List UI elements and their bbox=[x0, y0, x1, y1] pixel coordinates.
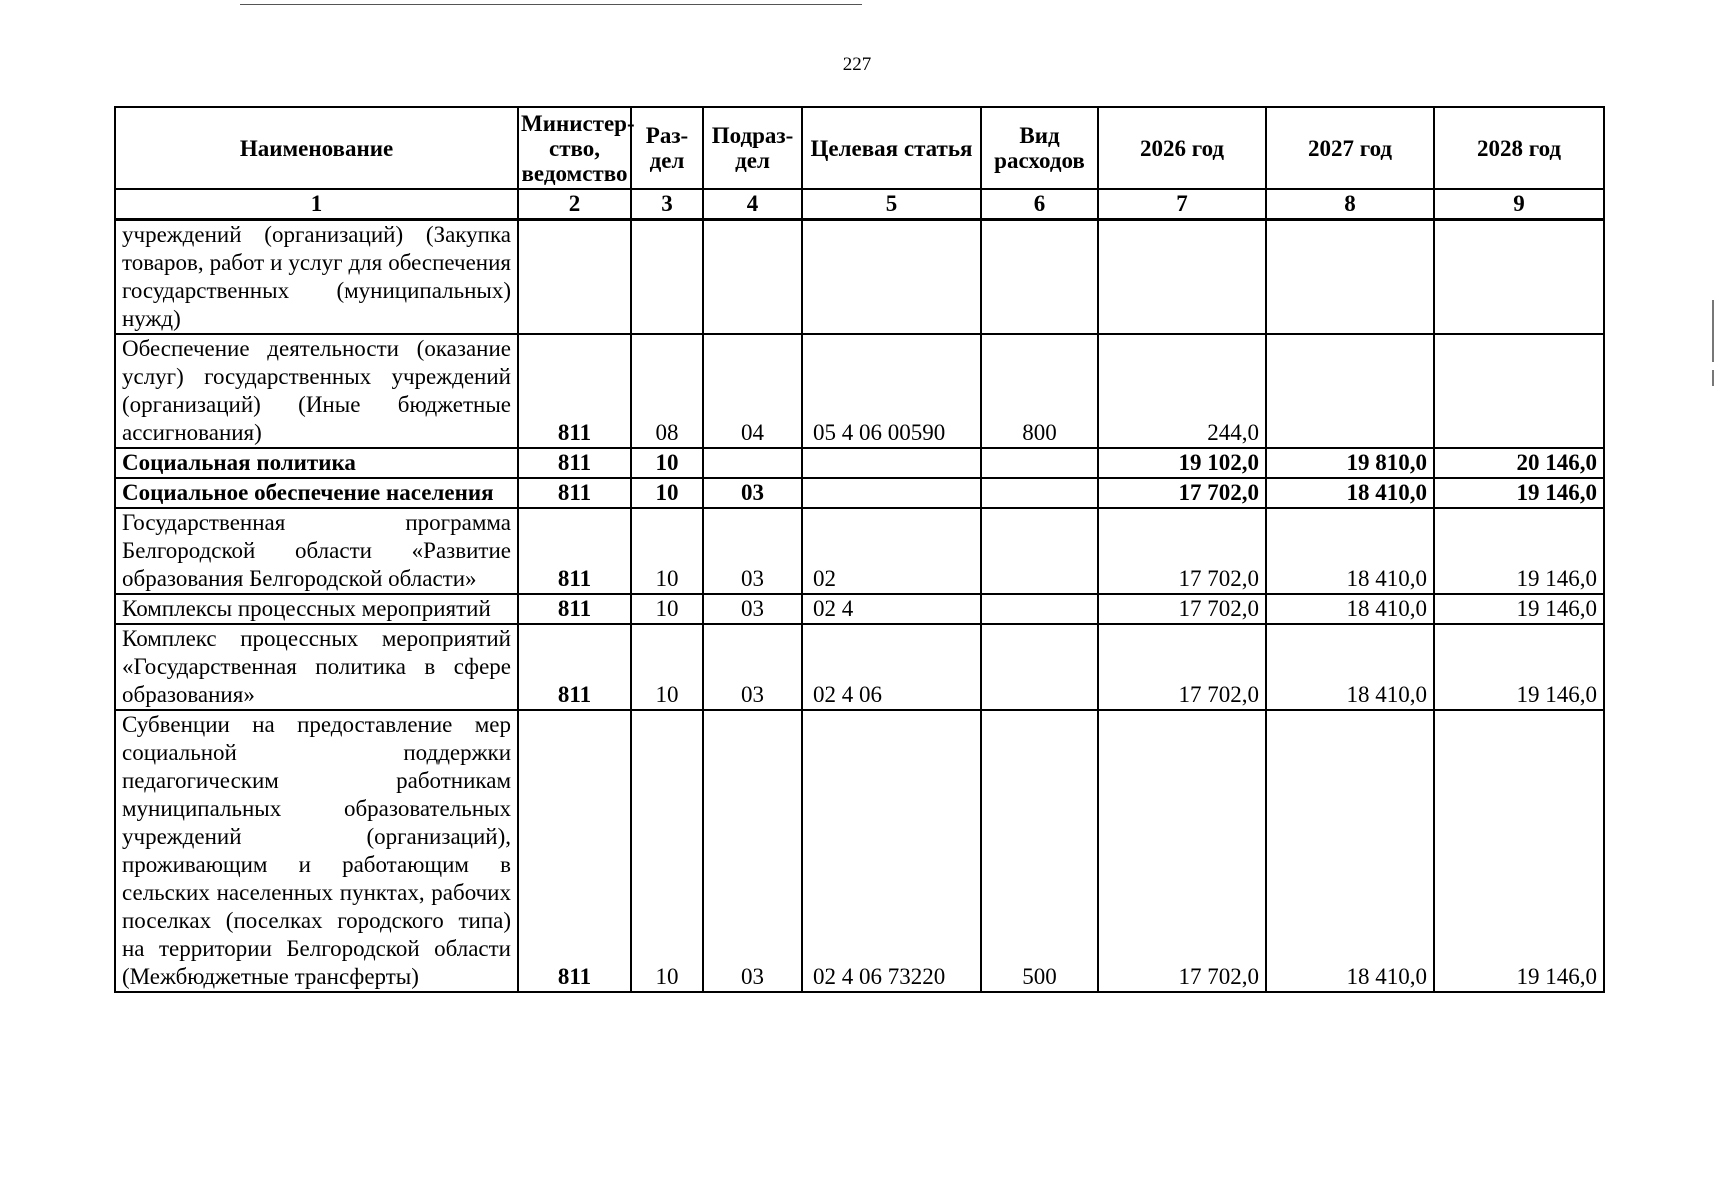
row-expense-type bbox=[981, 448, 1098, 478]
row-2028: 19 146,0 bbox=[1434, 710, 1604, 992]
row-name: учреждений (организаций) (Закупка товаров, работ и услуг для обеспечения государственных (муниципальных) нужд) bbox=[115, 220, 518, 335]
row-target: 02 4 bbox=[802, 594, 981, 624]
row-2028: 19 146,0 bbox=[1434, 594, 1604, 624]
row-name: Комплекс процессных мероприятий «Государственная политика в сфере образования» bbox=[115, 624, 518, 710]
row-2026 bbox=[1098, 220, 1266, 335]
row-ministry: 811 bbox=[518, 478, 631, 508]
header-name: Наименование bbox=[115, 107, 518, 189]
column-number-row bbox=[115, 189, 1604, 220]
header-expense-type: Вид расходов bbox=[981, 107, 1098, 189]
row-subsection: 03 bbox=[703, 508, 802, 594]
row-2027: 18 410,0 bbox=[1266, 594, 1434, 624]
row-name: Субвенции на предоставление мер социальной поддержки педагогическим работникам муниципальных образовательных учреждений (организаций), проживающим и работающим в сельских населенных пунктах, рабочих поселках (поселках городского типа) на территории Белгородской области (Межбюджетные трансферты) bbox=[115, 710, 518, 992]
row-name: Социальное обеспечение населения bbox=[115, 478, 518, 508]
row-target: 05 4 06 00590 bbox=[802, 334, 981, 448]
page-number: 227 bbox=[842, 54, 872, 75]
table-row bbox=[115, 624, 1604, 710]
row-subsection: 03 bbox=[703, 478, 802, 508]
row-expense-type: 800 bbox=[981, 334, 1098, 448]
top-rule bbox=[240, 4, 862, 5]
header-2027: 2027 год bbox=[1266, 107, 1434, 189]
row-2028 bbox=[1434, 334, 1604, 448]
row-2027: 19 810,0 bbox=[1266, 448, 1434, 478]
row-2026: 244,0 bbox=[1098, 334, 1266, 448]
header-2028: 2028 год bbox=[1434, 107, 1604, 189]
column-number: 6 bbox=[981, 189, 1098, 220]
row-section bbox=[631, 220, 703, 335]
header-subsection: Подраз-дел bbox=[703, 107, 802, 189]
row-expense-type bbox=[981, 478, 1098, 508]
header-2026: 2026 год bbox=[1098, 107, 1266, 189]
row-subsection: 04 bbox=[703, 334, 802, 448]
table-row bbox=[115, 220, 1604, 335]
row-2028 bbox=[1434, 220, 1604, 335]
row-subsection bbox=[703, 448, 802, 478]
table-row bbox=[115, 334, 1604, 448]
row-ministry: 811 bbox=[518, 448, 631, 478]
row-2027: 18 410,0 bbox=[1266, 710, 1434, 992]
table-row bbox=[115, 448, 1604, 478]
row-2026: 17 702,0 bbox=[1098, 508, 1266, 594]
row-expense-type bbox=[981, 624, 1098, 710]
row-ministry: 811 bbox=[518, 594, 631, 624]
header-row bbox=[115, 107, 1604, 189]
row-ministry bbox=[518, 220, 631, 335]
row-name: Комплексы процессных мероприятий bbox=[115, 594, 518, 624]
row-section: 10 bbox=[631, 624, 703, 710]
column-number: 1 bbox=[115, 189, 518, 220]
table-row bbox=[115, 508, 1604, 594]
row-expense-type bbox=[981, 220, 1098, 335]
row-2026: 17 702,0 bbox=[1098, 594, 1266, 624]
row-subsection bbox=[703, 220, 802, 335]
row-ministry: 811 bbox=[518, 508, 631, 594]
row-section: 10 bbox=[631, 594, 703, 624]
row-target: 02 bbox=[802, 508, 981, 594]
row-section: 10 bbox=[631, 508, 703, 594]
row-2028: 19 146,0 bbox=[1434, 478, 1604, 508]
budget-table bbox=[114, 106, 1605, 993]
row-2027 bbox=[1266, 334, 1434, 448]
row-2027 bbox=[1266, 220, 1434, 335]
row-name: Государственная программа Белгородской области «Развитие образования Белгородской области» bbox=[115, 508, 518, 594]
row-name: Обеспечение деятельности (оказание услуг) государственных учреждений (организаций) (Иные бюджетные ассигнования) bbox=[115, 334, 518, 448]
column-number: 8 bbox=[1266, 189, 1434, 220]
row-section: 10 bbox=[631, 448, 703, 478]
table-row bbox=[115, 710, 1604, 992]
row-ministry: 811 bbox=[518, 710, 631, 992]
row-target: 02 4 06 bbox=[802, 624, 981, 710]
row-name: Социальная политика bbox=[115, 448, 518, 478]
row-section: 10 bbox=[631, 710, 703, 992]
row-2028: 20 146,0 bbox=[1434, 448, 1604, 478]
row-subsection: 03 bbox=[703, 594, 802, 624]
row-2026: 17 702,0 bbox=[1098, 478, 1266, 508]
row-expense-type bbox=[981, 594, 1098, 624]
table-row bbox=[115, 594, 1604, 624]
row-expense-type bbox=[981, 508, 1098, 594]
header-section: Раз-дел bbox=[631, 107, 703, 189]
row-2026: 19 102,0 bbox=[1098, 448, 1266, 478]
column-number: 5 bbox=[802, 189, 981, 220]
row-2027: 18 410,0 bbox=[1266, 624, 1434, 710]
column-number: 9 bbox=[1434, 189, 1604, 220]
column-number: 7 bbox=[1098, 189, 1266, 220]
row-ministry: 811 bbox=[518, 334, 631, 448]
row-section: 10 bbox=[631, 478, 703, 508]
row-2028: 19 146,0 bbox=[1434, 508, 1604, 594]
row-2026: 17 702,0 bbox=[1098, 710, 1266, 992]
row-2027: 18 410,0 bbox=[1266, 508, 1434, 594]
row-ministry: 811 bbox=[518, 624, 631, 710]
column-number: 4 bbox=[703, 189, 802, 220]
row-target bbox=[802, 478, 981, 508]
row-target: 02 4 06 73220 bbox=[802, 710, 981, 992]
table-row bbox=[115, 478, 1604, 508]
header-target: Целевая статья bbox=[802, 107, 981, 189]
row-subsection: 03 bbox=[703, 710, 802, 992]
row-section: 08 bbox=[631, 334, 703, 448]
row-target bbox=[802, 448, 981, 478]
row-2026: 17 702,0 bbox=[1098, 624, 1266, 710]
header-ministry: Министер-ство, ведомство bbox=[518, 107, 631, 189]
row-2027: 18 410,0 bbox=[1266, 478, 1434, 508]
row-expense-type: 500 bbox=[981, 710, 1098, 992]
column-number: 3 bbox=[631, 189, 703, 220]
row-subsection: 03 bbox=[703, 624, 802, 710]
row-target bbox=[802, 220, 981, 335]
row-2028: 19 146,0 bbox=[1434, 624, 1604, 710]
column-number: 2 bbox=[518, 189, 631, 220]
